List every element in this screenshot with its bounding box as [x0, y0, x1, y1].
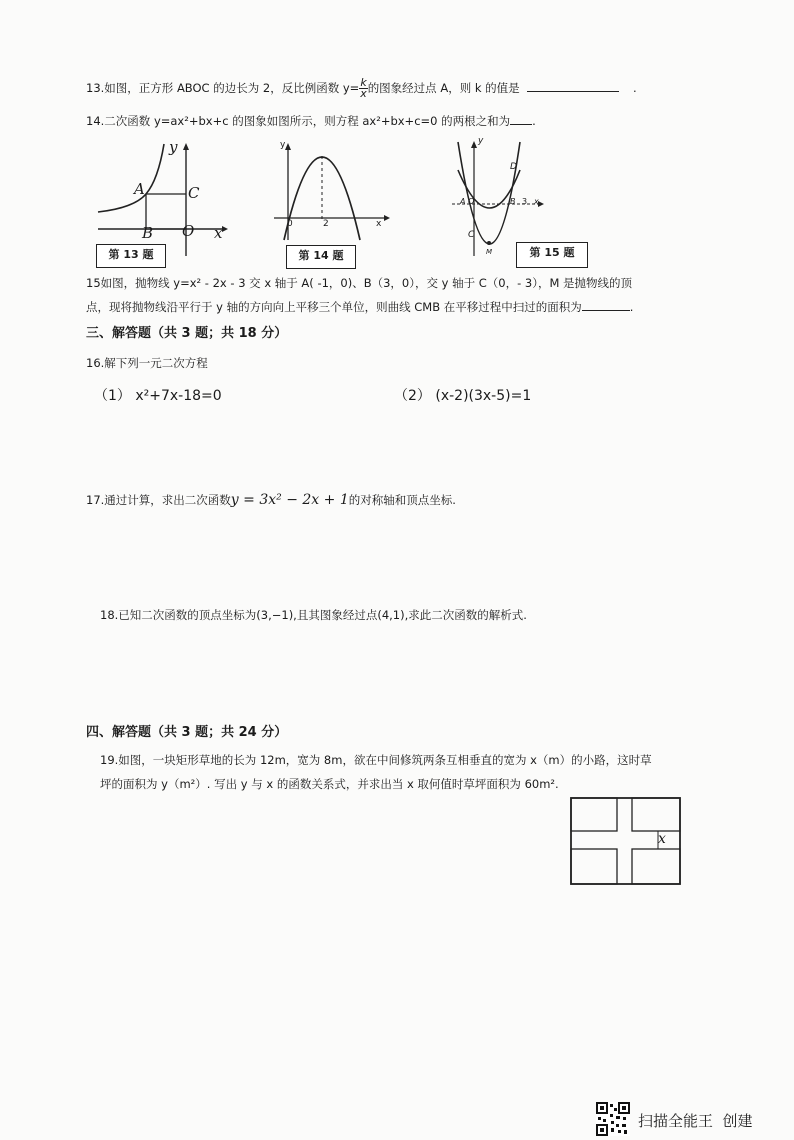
fig14-caption: 第 14 题	[286, 245, 356, 269]
question-15-line1: 15如图，抛物线 y=x² - 2x - 3 交 x 轴于 A( -1，0)、B（3，0），交 y 轴于 C（0，- 3），M 是抛物线的顶	[86, 276, 633, 290]
q13-answer-blank[interactable]	[527, 91, 619, 92]
q13-frac-num: k	[360, 76, 367, 89]
fig13-label-B: B	[142, 224, 154, 242]
fig15-label-3: 3	[522, 197, 528, 206]
fig15-caption: 第 15 题	[516, 242, 588, 268]
question-17	[86, 492, 456, 508]
fig15-label-C: C	[468, 230, 475, 240]
q13-fraction	[359, 78, 367, 99]
fig13-label-C: C	[188, 184, 200, 202]
fig14-label-2: 2	[323, 219, 329, 229]
fig15-label-y: y	[478, 136, 484, 146]
fig13-label-y: y	[169, 138, 178, 156]
question-18: 18.已知二次函数的顶点坐标为(3,−1),且其图象经过点(4,1),求此二次函数的解析式.	[100, 608, 527, 622]
question-16-part2: （2） (x-2)(3x-5)=1	[394, 388, 532, 404]
q13-prefix: 13.如图，正方形 ABOC 的边长为 2，反比例函数 y=	[86, 81, 360, 95]
q13-suffix: 的图象经过点 A，则 k 的值是	[367, 81, 520, 95]
q15-end: .	[629, 300, 634, 314]
q14-answer-blank[interactable]	[510, 124, 532, 125]
fig13-label-x: x	[214, 224, 223, 242]
q14-text: 14.二次函数 y=ax²+bx+c 的图象如图所示，则方程 ax²+bx+c=0 的两根之和为	[86, 114, 511, 128]
figure-14-graph	[266, 136, 394, 242]
question-13	[86, 78, 637, 99]
figure-19	[570, 797, 682, 887]
q17-suffix: 的对称轴和顶点坐标.	[348, 493, 456, 507]
fig14-label-y: y	[280, 140, 286, 150]
question-19-line1: 19.如图，一块矩形草地的长为 12m，宽为 8m，欲在中间修筑两条互相垂直的宽为 x（m）的小路，这时草	[100, 753, 652, 767]
fig15-label-O: O	[468, 197, 475, 206]
fig19-label-x: x	[658, 831, 666, 847]
fig15-label-M: M	[486, 248, 493, 256]
section-3-title: 三、解答题（共 3 题；共 18 分）	[86, 326, 288, 341]
question-15-line2	[86, 299, 633, 315]
q13-end: .	[633, 81, 637, 95]
fig15-label-B: B	[510, 197, 516, 206]
fig13-label-A: A	[134, 180, 145, 198]
question-19-line2: 坪的面积为 y（m²）. 写出 y 与 x 的函数关系式，并求出当 x 取何值时草坪面积为 60m².	[100, 777, 559, 791]
question-16-part1: （1） x²+7x-18=0	[94, 388, 222, 404]
fig15-label-A: A	[460, 197, 466, 206]
q14-end: .	[532, 114, 536, 128]
q17-prefix: 17.通过计算，求出二次函数	[86, 493, 231, 507]
q17-formula: y = 3x² − 2x + 1	[230, 492, 349, 508]
fig15-label-x: x	[534, 197, 539, 206]
fig14-label-0: 0	[287, 219, 293, 229]
question-14	[86, 113, 536, 129]
question-16-title: 16.解下列一元二次方程	[86, 356, 208, 370]
figure-14	[266, 136, 394, 242]
fig14-label-x: x	[376, 219, 382, 229]
qr-code-graphic	[596, 1102, 630, 1136]
q13-frac-den: x	[360, 87, 367, 100]
footer-scanner-credit: 扫描全能王 创建	[638, 1112, 753, 1130]
fig15-label-D: D	[510, 162, 517, 172]
q15-line2-text: 点，现将抛物线沿平行于 y 轴的方向向上平移三个单位，则曲线 CMB 在平移过程中扫过的面积为	[86, 300, 582, 314]
section-4-title: 四、解答题（共 3 题；共 24 分）	[86, 725, 288, 740]
fig13-label-O: O	[182, 222, 195, 240]
q15-answer-blank[interactable]	[582, 310, 630, 311]
fig13-caption: 第 13 题	[96, 244, 166, 268]
qr-code-icon	[596, 1102, 630, 1136]
